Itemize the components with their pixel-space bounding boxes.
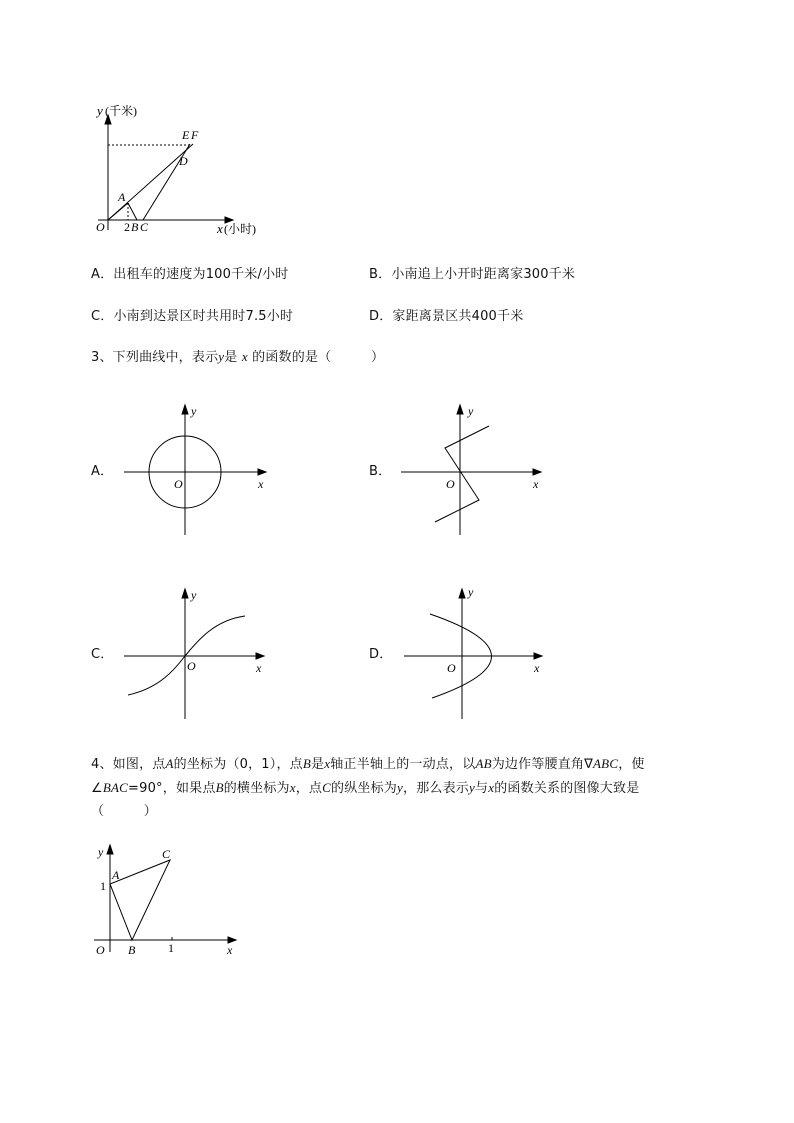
q3-option-c-label: C． bbox=[91, 647, 114, 662]
q3-c-origin: O bbox=[187, 659, 196, 673]
q4-l2-p3: 的横坐标为 bbox=[223, 781, 290, 796]
q4-l2-x1: x bbox=[289, 780, 296, 795]
q4-stem-line3: （ ） bbox=[91, 804, 158, 819]
q4-l2-p1: ∠ bbox=[91, 781, 103, 796]
q4-l2-p8: 的函数关系的图像大致是 bbox=[494, 781, 640, 796]
q4-fig-origin: O bbox=[96, 943, 105, 957]
q4-l1-p1: 4、如图，点 bbox=[91, 757, 166, 772]
q2-option-d: D．家距离景区共400千米 bbox=[369, 309, 524, 324]
q2-option-a: A．出租车的速度为100千米/小时 bbox=[91, 267, 289, 282]
fig1-label-o: O bbox=[96, 220, 105, 234]
q4-fig-a: A bbox=[112, 868, 120, 882]
q4-l2-b: B bbox=[215, 780, 224, 795]
q3-option-a-label: A． bbox=[91, 464, 114, 479]
q4-fig-x-label: x bbox=[227, 943, 233, 957]
fig1-line-ab bbox=[128, 203, 137, 220]
q3-a-origin: O bbox=[174, 477, 183, 491]
q3-c-x-label: x bbox=[256, 661, 262, 675]
q3-stem bbox=[91, 346, 384, 365]
q3-option-d-label: D． bbox=[369, 647, 393, 662]
q3-graph-a bbox=[120, 400, 270, 540]
q3-stem-mid: 是 bbox=[224, 350, 238, 365]
q4-l1-ab: AB bbox=[475, 756, 492, 771]
q3-option-b-label: B． bbox=[369, 464, 392, 479]
q3-var-x: x bbox=[241, 349, 248, 364]
q3-d-origin: O bbox=[447, 661, 456, 675]
q4-stem-line1 bbox=[91, 753, 645, 776]
q3-curve-zigzag bbox=[435, 426, 489, 522]
q4-l2-y1: y bbox=[397, 780, 403, 795]
q2-option-c: C．小南到达景区时共用时7.5小时 bbox=[91, 309, 294, 324]
q3-c-y-label: y bbox=[191, 588, 197, 602]
q4-l1-p5: 为边作等腰直角∇ bbox=[491, 757, 594, 772]
q2-option-b: B．小南追上小开时距离家300千米 bbox=[369, 267, 576, 282]
q4-l1-x: x bbox=[324, 756, 331, 771]
q4-l1-p6: ，使 bbox=[618, 757, 645, 772]
fig1-label-2: 2 bbox=[124, 220, 130, 234]
fig1-label-e: E bbox=[182, 128, 190, 142]
q4-l1-p3: 是 bbox=[311, 757, 325, 772]
q3-b-x-label: x bbox=[533, 477, 539, 491]
q4-l2-y2: y bbox=[469, 780, 475, 795]
q4-l2-p5: 的纵坐标为 bbox=[331, 781, 398, 796]
q4-triangle-figure bbox=[90, 840, 250, 965]
q4-l2-p2: =90°，如果点 bbox=[128, 781, 216, 796]
q4-fig-one-y: 1 bbox=[100, 879, 106, 893]
q3-a-y-label: y bbox=[191, 404, 197, 418]
q3-var-y: y bbox=[218, 349, 225, 364]
q3-stem-prefix: 3、下列曲线中，表示 bbox=[91, 350, 219, 365]
fig1-y-unit: (千米) bbox=[105, 104, 137, 118]
q3-d-y-label: y bbox=[468, 585, 474, 599]
q4-l2-x2: x bbox=[488, 780, 495, 795]
q4-l2-bac: BAC bbox=[102, 780, 129, 795]
q4-fig-c: C bbox=[162, 847, 171, 861]
q4-l2-c: C bbox=[322, 780, 331, 795]
q4-fig-b: B bbox=[128, 943, 136, 957]
fig1-y-label: y bbox=[97, 103, 103, 118]
q4-l1-p2: 的坐标为（0，1），点 bbox=[173, 757, 303, 772]
fig1-label-f: F bbox=[191, 128, 199, 142]
q3-b-origin: O bbox=[446, 477, 455, 491]
fig1-x-unit: (小时) bbox=[224, 222, 256, 236]
q3-graph-b bbox=[397, 400, 547, 540]
fig1-x-label: x bbox=[217, 221, 223, 236]
travel-graph-figure bbox=[90, 98, 290, 243]
q4-l2-p4: ，点 bbox=[295, 781, 323, 796]
q4-l1-abc: ABC bbox=[593, 756, 619, 771]
q4-l1-a: A bbox=[165, 756, 174, 771]
q4-fig-one-x: 1 bbox=[168, 941, 174, 955]
fig1-line-oa bbox=[108, 203, 128, 220]
q3-a-x-label: x bbox=[258, 477, 264, 491]
q4-fig-y-label: y bbox=[98, 845, 104, 859]
fig1-label-c: C bbox=[140, 220, 149, 234]
q4-l2-p7: 与 bbox=[475, 781, 489, 796]
q4-stem-line2 bbox=[91, 777, 639, 800]
q4-l2-p6: ，那么表示 bbox=[403, 781, 470, 796]
q4-l1-p4: 轴正半轴上的一动点，以 bbox=[330, 757, 476, 772]
q3-graph-c bbox=[120, 584, 270, 724]
fig1-label-b: B bbox=[131, 220, 139, 234]
q3-b-y-label: y bbox=[468, 404, 474, 418]
q3-graph-d bbox=[400, 584, 550, 724]
fig1-label-a: A bbox=[118, 190, 126, 204]
q3-stem-suffix: 的函数的是（ ） bbox=[252, 350, 385, 365]
q3-d-x-label: x bbox=[534, 661, 540, 675]
q4-l1-b: B bbox=[302, 756, 312, 771]
fig1-label-d: D bbox=[179, 154, 188, 168]
